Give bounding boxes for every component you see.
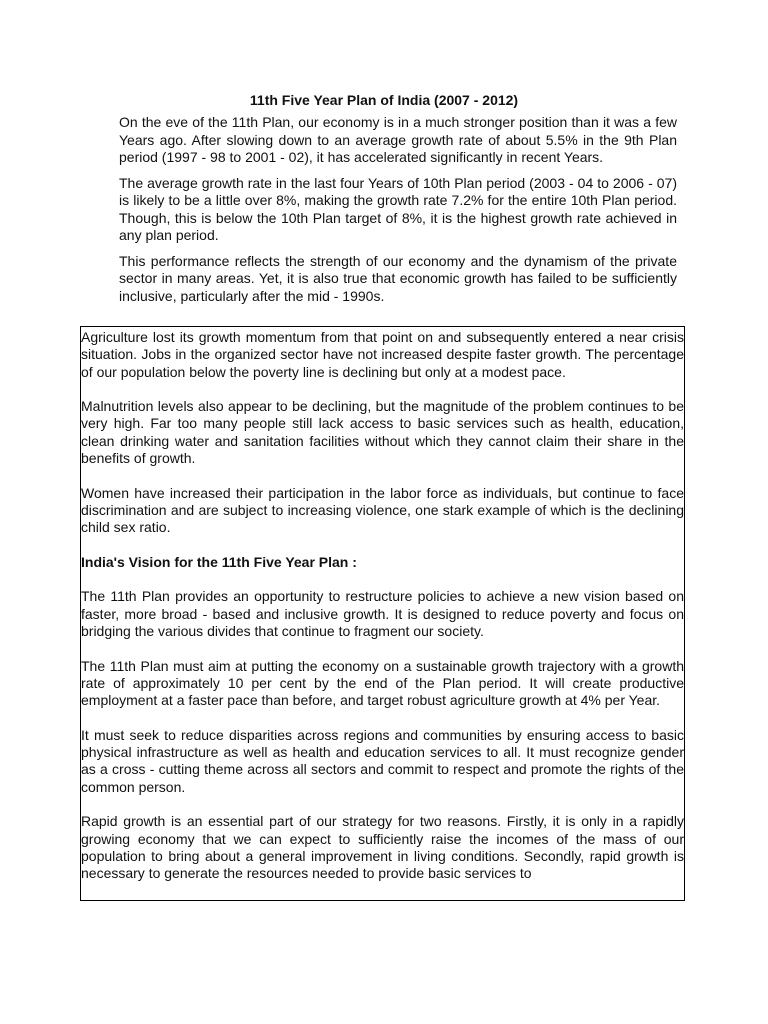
vision-paragraph: Rapid growth is an essential part of our strategy for two reasons. Firstly, it is only in a rapidly growing economy that we can expect to sufficiently raise the incomes of the mass of our population to bring about a general improvement in living conditions. Secondly, rapid growth is necessary to generate the resources needed to provide basic services to [81, 813, 684, 882]
vision-paragraph: The 11th Plan must aim at putting the economy on a sustainable growth trajectory with a growth rate of approximately 10 per cent by the end of the Plan period. It will create productive employment at a faster pace than before, and target robust agriculture growth at 4% per Year. [81, 657, 684, 709]
intro-paragraph: The average growth rate in the last four Years of 10th Plan period (2003 - 04 to 2006 - 07) is likely to be a little over 8%, making the growth rate 7.2% for the entire 10th Plan period. Though, this is below the 10th Plan target of 8%, it is the highest growth rate achieved in any plan period. [119, 174, 677, 243]
page-title: 11th Five Year Plan of India (2007 - 2012) [249, 92, 519, 108]
intro-section [119, 114, 677, 313]
box-paragraph: Agriculture lost its growth momentum from that point on and subsequently entered a near crisis situation. Jobs in the organized sector have not increased despite faster growth. The percentage of our population below the poverty line is declining but only at a modest pace. [81, 329, 684, 380]
intro-paragraph: This performance reflects the strength of our economy and the dynamism of the private sector in many areas. Yet, it is also true that economic growth has failed to be sufficiently inclusive, particularly after the mid - 1990s. [119, 252, 677, 304]
intro-paragraph: On the eve of the 11th Plan, our economy is in a much stronger position than it was a few Years ago. After slowing down to an average growth rate of about 5.5% in the 9th Plan period (1997 - 98 to 2001 - 02), it has accelerated significantly in recent Years. [119, 114, 677, 165]
vision-heading: India's Vision for the 11th Five Year Plan : [81, 553, 357, 570]
vision-paragraph: The 11th Plan provides an opportunity to restructure policies to achieve a new vision based on faster, more broad - based and inclusive growth. It is designed to reduce poverty and focus on bridging the various divides that continue to fragment our society. [81, 588, 684, 640]
vision-paragraph: It must seek to reduce disparities across regions and communities by ensuring access to basic physical infrastructure as well as health and education services to all. It must recognize gender as a cross - cutting theme across all sectors and commit to respect and promote the rights of the common person. [81, 726, 684, 795]
box-paragraph: Malnutrition levels also appear to be declining, but the magnitude of the problem continues to be very high. Far too many people still lack access to basic services such as health, education, clean drinking water and sanitation facilities without which they cannot claim their share in the benefits of growth. [81, 398, 684, 467]
bordered-text-box [80, 326, 685, 901]
box-paragraph: Women have increased their participation in the labor force as individuals, but continue to face discrimination and are subject to increasing violence, one stark example of which is the declining child sex ratio. [81, 484, 684, 536]
